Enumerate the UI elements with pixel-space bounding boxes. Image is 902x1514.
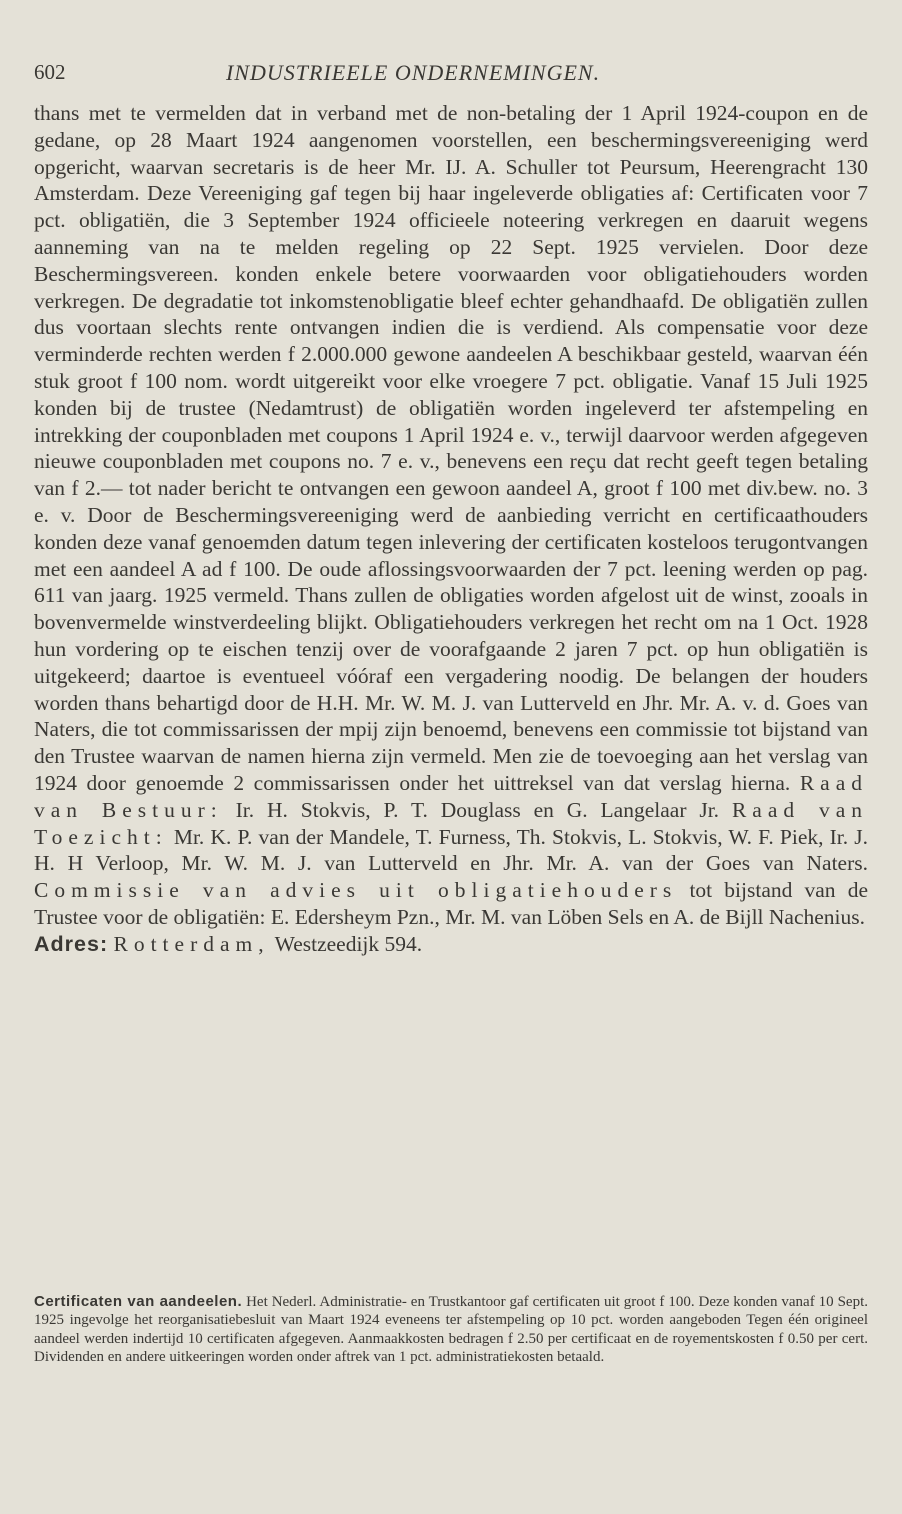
address-line: [34, 931, 868, 958]
commissie-text: tot bijstand van de Trustee voor de obligatiën: E. Edersheym Pzn., Mr. M. van Löben Sels en A. de Bijll Nachenius.: [34, 878, 868, 929]
raad-van-bestuur-names: Ir. H. Stokvis, P. T. Douglass en G. Langelaar Jr.: [235, 797, 720, 822]
adres-city: Rotterdam,: [113, 931, 270, 956]
running-title: INDUSTRIEELE ONDERNEMINGEN.: [226, 60, 601, 85]
main-text: [34, 100, 868, 958]
raad-van-toezicht-names: Mr. K. P. van der Mandele, T. Furness, Th. Stokvis, L. Stokvis, W. F. Piek, Ir. J. H. H Verloop, Mr. W. M. J. van Lutterveld en Jhr. Mr. A. van der Goes van Naters.: [34, 824, 869, 876]
adres-street: Westzeedijk 594.: [274, 931, 423, 956]
body-paragraph: [34, 100, 868, 931]
commissie-label: Commissie van advies uit obligatiehouders: [34, 878, 678, 903]
raad-van-bestuur-label: Raad van Bestuur:: [34, 770, 869, 822]
page-header: [34, 60, 868, 92]
footnote-text: Het Nederl. Administratie- en Trustkantoor gaf certificaten uit groot f 100. Deze konden vanaf 10 Sept. 1925 ingevolge het reorganisatiebesluit van Maart 1924 eveneens ter afstempeling op 10 pct. worden aangeboden Tegen één origineel aandeel werden indertijd 10 certificaten afgegeven. Aanmaakkosten bedragen f 2.50 per certificaat en de royementskosten f 0.50 per cert. Dividenden en andere uitkeeringen worden onder aftrek van 1 pct. administratiekosten betaald.: [34, 1294, 869, 1366]
adres-label: Adres:: [34, 931, 109, 956]
page-number: 602: [34, 60, 66, 84]
footnote-label: Certificaten van aandeelen.: [34, 1293, 243, 1310]
raad-van-toezicht-label: Raad van Toezicht:: [34, 797, 869, 849]
paragraph-intro: thans met te vermelden dat in verband met de non-betaling der 1 April 1924-coupon en de gedane, op 28 Maart 1924 aangenomen voorstellen, een beschermingsvereeniging werd opgericht, waarvan secretaris is de heer Mr. IJ. A. Schuller tot Peursum, Heerengracht 130 Amsterdam. Deze Vereeniging gaf tegen bij haar ingeleverde obligaties af: Certificaten voor 7 pct. obligatiën, die 3 September 1924 officieele noteering verkregen en daaruit wegens aanneming van na te melden regeling op 22 Sept. 1925 vervielen. Door deze Beschermingsvereen. konden enkele betere voorwaarden voor obligatiehouders worden verkregen. De degradatie tot inkomstenobligatie bleef echter gehandhaafd. De obligatiën zullen dus voortaan slechts rente ontvangen indien die is verdiend. Als compensatie voor deze verminderde rechten werden f 2.000.000 gewone aandeelen A beschikbaar gesteld, waarvan één stuk groot f 100 nom. wordt uitgereikt voor elke vroegere 7 pct. obligatie. Vanaf 15 Juli 1925 konden bij de trustee (Nedamtrust) de obligatiën worden ingeleverd ter afstempeling en intrekking der couponbladen met coupons 1 April 1924 e. v., terwijl daarvoor werden afgegeven nieuwe couponbladen met coupons no. 7 e. v., benevens een reçu dat recht geeft tegen betaling van f 2.— tot nader bericht te ontvangen een gewoon aandeel A, groot f 100 met div.bew. no. 3 e. v. Door de Beschermingsvereeniging werd de aanbieding verricht en certificaathouders konden deze vanaf genoemden datum tegen inlevering der certificaten kosteloos terugontvangen met een aandeel A ad f 100. De oude aflossingsvoorwaarden der 7 pct. leening werden op pag. 611 van jaarg. 1925 vermeld. Thans zullen de obligaties worden afgelost uit de winst, zooals in bovenvermelde winstverdeeling blijkt. Obligatiehouders verkregen het recht om na 1 Oct. 1928 hun vordering op te eischen tenzij over de voorafgaande 2 jaren 7 pct. op hun obligatiën is uitgekeerd; daartoe is eventueel vóóraf een vergadering noodig. De belangen der houders worden thans behartigd door de H.H. Mr. W. M. J. van Lutterveld en Jhr. Mr. A. v. d. Goes van Naters, die tot commissarissen der mpij zijn benoemd, benevens een commissie tot bijstand van den Trustee waarvan de namen hierna zijn vermeld. Men zie de toevoeging aan het verslag van 1924 door genoemde 2 commissarissen onder het uittreksel van dat verslag hierna.: [34, 101, 868, 795]
footnote: [34, 1293, 868, 1367]
footnote-paragraph: [34, 1293, 868, 1367]
